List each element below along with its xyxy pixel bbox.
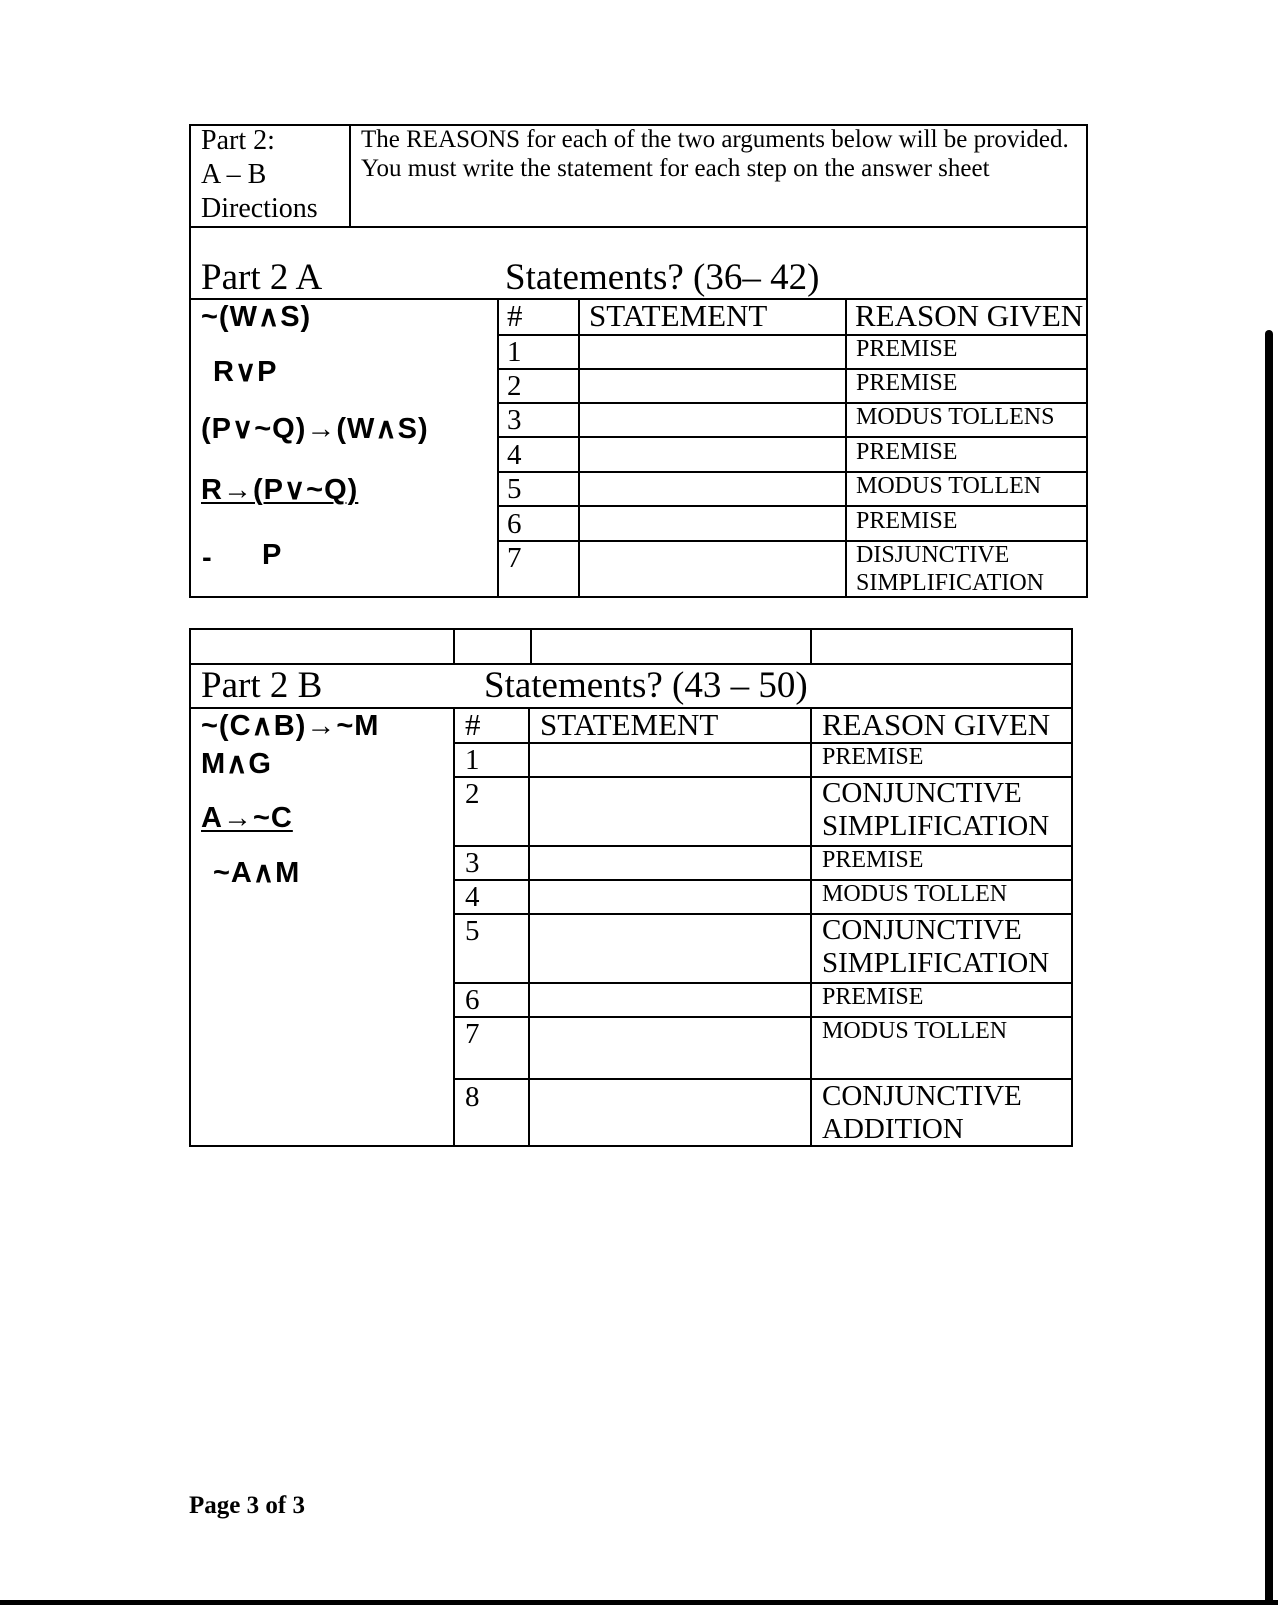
part-a-row-2-num: 2: [507, 370, 522, 402]
part-a-col-statement: STATEMENT: [589, 298, 768, 333]
part-a-row-6-num: 6: [507, 508, 522, 540]
part-b-col-num: #: [465, 707, 481, 742]
page-edge-shadow: [1265, 330, 1273, 1605]
part-a-premise-1: ~(W∧S): [201, 301, 312, 333]
part-a-row-line: [497, 436, 1088, 438]
part-b-strip-divider: [810, 628, 812, 665]
part-b-strip-divider: [453, 628, 455, 665]
part-b-premise-divider: [453, 707, 455, 1147]
part-b-row-5-reason-line-2: SIMPLIFICATION: [822, 947, 1050, 979]
part-a-title: Part 2 A: [201, 257, 323, 298]
part-a-premise-3: (P∨~Q)→(W∧S): [201, 413, 429, 445]
part-b-row-2-num: 2: [465, 778, 480, 810]
part-b-strip-divider: [530, 628, 532, 665]
part-a-premise-4: R→(P∨~Q): [201, 474, 359, 506]
part-b-row-line: [453, 982, 1073, 984]
part-b-premise-4: ~A∧M: [213, 857, 301, 889]
part-a-row-3-reason: MODUS TOLLENS: [856, 404, 1055, 430]
part-a-conclusion-mark: -: [202, 542, 213, 574]
part-b-num-divider: [528, 707, 530, 1147]
directions-label-line-3: Directions: [201, 193, 318, 224]
part-a-row-2-reason: PREMISE: [856, 370, 958, 396]
part-a-col-num: #: [507, 298, 523, 333]
part-b-premise-1: ~(C∧B)→~M: [201, 710, 380, 742]
part-a-row-5-num: 5: [507, 473, 522, 505]
part-a-row-5-reason: MODUS TOLLEN: [856, 473, 1042, 499]
part-b-row-8-reason-line-1: CONJUNCTIVE: [822, 1080, 1022, 1112]
part-a-col-reason: REASON GIVEN: [855, 298, 1084, 333]
part-a-premise-2: R∨P: [213, 356, 278, 388]
part-a-row-line: [497, 334, 1088, 336]
part-a-num-divider: [578, 298, 580, 598]
part-b-row-2-reason-line-1: CONJUNCTIVE: [822, 777, 1022, 809]
directions-text-line-2: You must write the statement for each step on the answer sheet: [361, 155, 990, 182]
part-b-statements-title: Statements? (43 – 50): [484, 665, 808, 706]
part-a-row-4-num: 4: [507, 439, 522, 471]
part-a-row-6-reason: PREMISE: [856, 508, 958, 534]
part-a-row-3-num: 3: [507, 404, 522, 436]
part-a-row-line: [497, 505, 1088, 507]
part-b-row-line: [453, 845, 1073, 847]
directions-label-line-2: A – B: [201, 159, 267, 190]
part-b-top-strip: [189, 628, 1073, 665]
part-b-row-7-num: 7: [465, 1018, 480, 1050]
part-b-row-4-reason: MODUS TOLLEN: [822, 881, 1008, 907]
part-b-row-5-reason-line-1: CONJUNCTIVE: [822, 914, 1022, 946]
part-a-statements-title: Statements? (36– 42): [505, 257, 820, 298]
directions-divider: [349, 124, 351, 228]
part-b-row-7-reason: MODUS TOLLEN: [822, 1018, 1008, 1044]
part-b-row-8-reason-line-2: ADDITION: [822, 1113, 964, 1145]
page-bottom-edge: [0, 1600, 1278, 1605]
part-a-row-7-num: 7: [507, 542, 522, 574]
part-a-row-4-reason: PREMISE: [856, 439, 958, 465]
part-b-row-line: [453, 742, 1073, 744]
part-b-row-1-reason: PREMISE: [822, 744, 924, 770]
part-b-col-statement: STATEMENT: [540, 707, 719, 742]
directions-text-line-1: The REASONS for each of the two arguments below will be provided.: [361, 126, 1069, 153]
part-a-row-7-reason-line-1: DISJUNCTIVE: [856, 542, 1010, 568]
directions-label-line-1: Part 2:: [201, 125, 275, 156]
part-b-row-8-num: 8: [465, 1081, 480, 1113]
page-number: Page 3 of 3: [189, 1492, 305, 1519]
part-b-premise-2: M∧G: [201, 748, 272, 780]
part-b-row-3-num: 3: [465, 847, 480, 879]
part-a-row-line: [497, 368, 1088, 370]
part-b-title: Part 2 B: [201, 665, 323, 706]
part-a-row-1-num: 1: [507, 336, 522, 368]
part-b-statement-divider: [810, 707, 812, 1147]
part-b-row-5-num: 5: [465, 915, 480, 947]
part-a-premise-divider: [497, 298, 499, 598]
part-a-row-1-reason: PREMISE: [856, 336, 958, 362]
part-b-row-2-reason-line-2: SIMPLIFICATION: [822, 810, 1050, 842]
part-b-row-6-reason: PREMISE: [822, 984, 924, 1010]
part-a-row-7-reason-line-2: SIMPLIFICATION: [856, 570, 1045, 596]
part-b-row-4-num: 4: [465, 881, 480, 913]
part-a-conclusion: P: [262, 539, 283, 571]
part-b-col-reason: REASON GIVEN: [822, 707, 1051, 742]
part-b-premise-3: A→~C: [201, 802, 293, 834]
part-a-statement-divider: [845, 298, 847, 598]
part-b-row-1-num: 1: [465, 744, 480, 776]
part-b-row-6-num: 6: [465, 984, 480, 1016]
part-b-row-3-reason: PREMISE: [822, 847, 924, 873]
